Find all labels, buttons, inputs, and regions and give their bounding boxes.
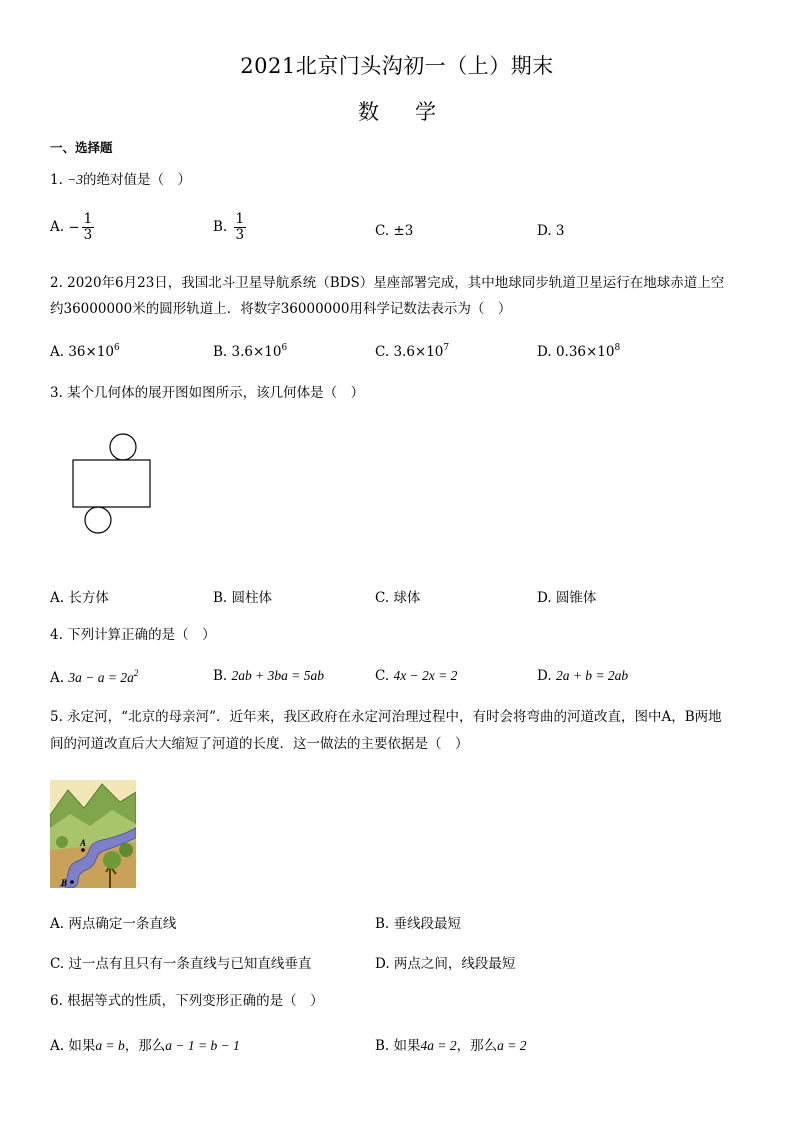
q3-option-a: A. 长方体 — [50, 590, 109, 606]
tree-canopy-3 — [56, 836, 68, 848]
q6-a-eq2: a − 1 = b − 1 — [165, 1038, 240, 1053]
tree-canopy-2 — [119, 843, 133, 857]
q6-option-a — [50, 1034, 240, 1054]
q4-c-label: C. — [375, 668, 390, 684]
q2-c-exp: 7 — [443, 343, 450, 353]
q1-a-label: A. — [50, 218, 65, 235]
river-landscape-illustration — [50, 780, 136, 888]
q1-option-d: D. 3 — [537, 223, 565, 239]
q1-b-numerator: 1 — [235, 211, 245, 227]
q6-option-b — [375, 1034, 527, 1054]
q4-d-label: D. — [537, 668, 552, 684]
cylinder-net-diagram — [70, 430, 160, 540]
q4-d-expr: 2a + b = 2ab — [555, 668, 629, 683]
net-rectangle — [73, 460, 150, 507]
q2-option-d — [537, 343, 620, 360]
q5-option-d: D. 两点之间，线段最短 — [375, 956, 516, 972]
q4-a-expr: 3a − a = 2a — [68, 670, 134, 685]
point-b-marker — [70, 880, 74, 884]
point-a-label: A — [80, 838, 87, 848]
q4-option-a — [50, 668, 138, 686]
q2-a-base: 36×10 — [68, 344, 115, 360]
q3-option-c: C. 球体 — [375, 590, 421, 606]
net-bottom-circle — [85, 507, 111, 533]
q4-c-expr: 4x − 2x = 2 — [393, 668, 458, 683]
question-6-stem: 6. 根据等式的性质，下列变形正确的是（ ） — [50, 993, 324, 1009]
q2-d-exp: 8 — [614, 343, 621, 353]
q4-b-label: B. — [213, 668, 228, 684]
question-5-line-2: 间的河道改直后大大缩短了河道的长度．这一做法的主要依据是（ ） — [50, 736, 469, 752]
q1-option-a — [50, 212, 94, 243]
q1-a-numerator: 1 — [83, 211, 93, 227]
question-3-stem: 3. 某个几何体的展开图如图所示，该几何体是（ ） — [50, 385, 365, 401]
q1-prefix: 1. — [50, 172, 68, 188]
q2-option-a — [50, 343, 120, 360]
q1-value: −3 — [67, 172, 84, 187]
q4-option-d — [537, 668, 628, 684]
tree-canopy — [103, 851, 121, 869]
q6-b-prefix: B. 如果 — [375, 1038, 421, 1054]
question-1-stem — [50, 166, 191, 194]
q2-c-label: C. — [375, 344, 390, 360]
q3-option-b: B. 圆柱体 — [213, 590, 273, 606]
question-4-stem: 4. 下列计算正确的是（ ） — [50, 627, 216, 643]
question-2-line-1: 2. 2020年6月23日，我国北斗卫星导航系统（BDS）星座部署完成，其中地球同步轨道卫星运行在地球赤道上空 — [50, 275, 725, 291]
q2-c-base: 3.6×10 — [393, 344, 444, 360]
q1-b-denominator: 3 — [235, 226, 245, 243]
q5-option-b: B. 垂线段最短 — [375, 916, 462, 932]
q2-d-base: 0.36×10 — [555, 344, 615, 360]
q4-a-label: A. — [50, 670, 65, 686]
q4-a-exp: 2 — [133, 668, 139, 678]
q4-option-b — [213, 668, 324, 684]
q2-a-label: A. — [50, 344, 65, 360]
q6-b-eq2: a = 2 — [497, 1038, 527, 1053]
point-b-label: B — [61, 878, 68, 888]
q2-d-label: D. — [537, 344, 552, 360]
point-a-marker — [81, 848, 85, 852]
q6-b-mid: ，那么 — [456, 1038, 498, 1054]
section-label: 一、选择题 — [50, 140, 113, 155]
net-top-circle — [110, 434, 136, 460]
q1-option-c: C. ±3 — [375, 223, 414, 239]
page-title: 2021北京门头沟初一（上）期末 — [240, 54, 554, 78]
q2-b-base: 3.6×10 — [231, 344, 282, 360]
q2-option-c — [375, 343, 449, 360]
q6-b-eq1: 4a = 2 — [420, 1038, 457, 1053]
subject-heading: 数学 — [358, 100, 472, 124]
q4-option-c — [375, 668, 457, 684]
q1-a-denominator: 3 — [83, 226, 93, 243]
q1-b-fraction — [234, 212, 247, 243]
q6-a-eq1: a = b — [95, 1038, 125, 1053]
q2-a-exp: 6 — [114, 343, 120, 353]
q2-b-label: B. — [213, 344, 228, 360]
q5-option-a: A. 两点确定一条直线 — [50, 916, 177, 932]
question-5-line-1: 5. 永定河，“北京的母亲河”．近年来，我区政府在永定河治理过程中，有时会将弯曲的河道改直，图中A，B两地 — [50, 709, 722, 725]
q2-option-b — [213, 343, 287, 360]
q1-option-b — [213, 212, 246, 243]
q2-b-exp: 6 — [281, 343, 288, 353]
q1-suffix: 的绝对值是（ ） — [83, 172, 192, 188]
q1-a-fraction — [82, 212, 95, 243]
q4-b-expr: 2ab + 3ba = 5ab — [231, 668, 324, 683]
q6-a-mid: ，那么 — [124, 1038, 166, 1054]
question-2-line-2: 约36000000米的圆形轨道上．将数字36000000用科学记数法表示为（ ） — [50, 301, 512, 317]
q3-option-d: D. 圆锥体 — [537, 590, 597, 606]
q5-option-c: C. 过一点有且只有一条直线与已知直线垂直 — [50, 956, 312, 972]
q1-b-label: B. — [213, 218, 228, 235]
q6-a-prefix: A. 如果 — [50, 1038, 96, 1054]
q1-a-sign: − — [68, 219, 80, 236]
